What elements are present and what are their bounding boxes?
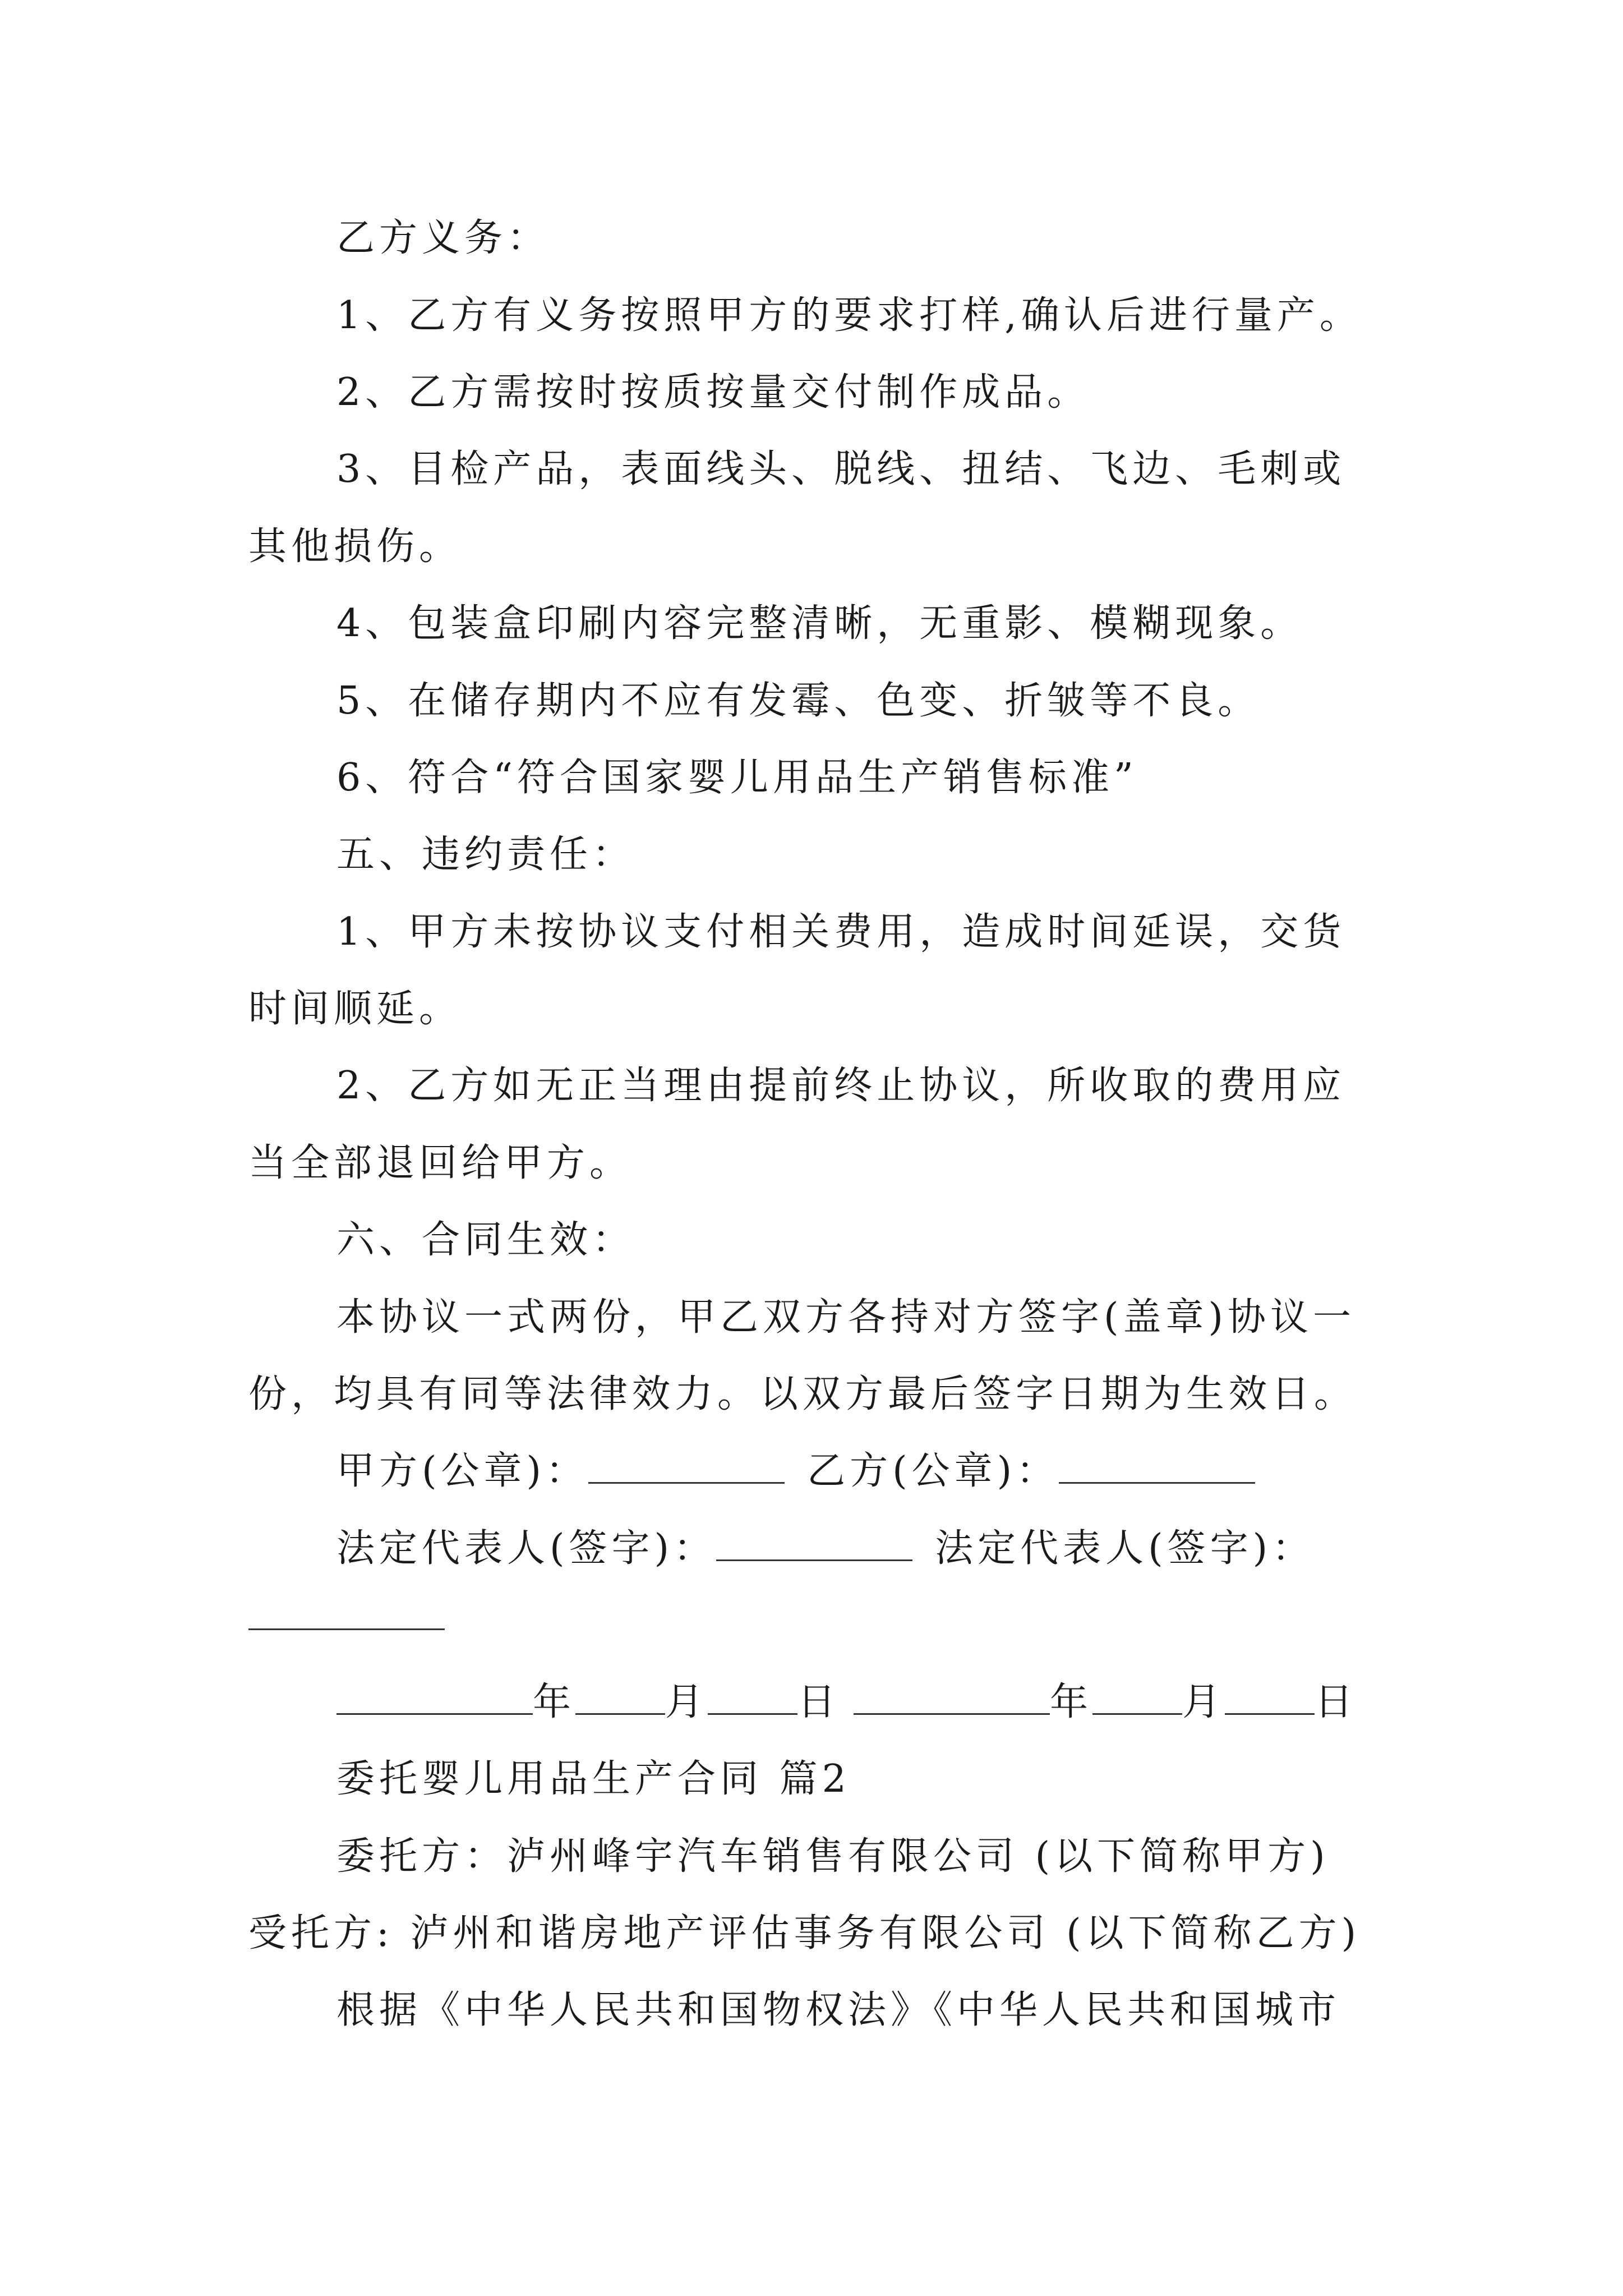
- paragraph-line: 4、包装盒印刷内容完整清晰，无重影、模糊现象。: [336, 601, 1303, 646]
- section-title: 委托婴儿用品生产合同 篇2: [336, 1757, 851, 1801]
- rep-b-blank: [248, 1628, 445, 1630]
- representative-line: [0, 1524, 1623, 1574]
- paragraph-line: 5、在储存期内不应有发霉、色变、折皱等不良。: [336, 679, 1261, 723]
- paragraph-line: 时间顺延。: [248, 987, 462, 1031]
- date-a-day-blank: [708, 1680, 797, 1715]
- rep-b-label: 法定代表人(签字)：: [935, 1526, 1315, 1571]
- paragraph-line: 2、乙方需按时按质按量交付制作成品。: [336, 370, 1090, 415]
- paragraph-line: 1、乙方有义务按照甲方的要求打样,确认后进行量产。: [336, 293, 1362, 338]
- paragraph-line: 其他损伤。: [248, 524, 462, 569]
- year-label: 年: [533, 1680, 576, 1724]
- date-b-month-blank: [1092, 1680, 1182, 1715]
- day-label: 日: [797, 1680, 841, 1724]
- paragraph-line: 当全部退回给甲方。: [248, 1141, 633, 1185]
- date-line: [0, 1677, 1623, 1728]
- day-label: 日: [1315, 1680, 1358, 1724]
- paragraph-line: 份，均具有同等法律效力。以双方最后签字日期为生效日。: [248, 1372, 1357, 1416]
- paragraph-line: 3、目检产品，表面线头、脱线、扭结、飞边、毛刺或: [336, 447, 1346, 491]
- party-a-seal-label: 甲方(公章)：: [336, 1449, 589, 1493]
- rep-a-blank: [716, 1526, 912, 1561]
- rep-a-label: 法定代表人(签字)：: [336, 1526, 717, 1571]
- seal-line: [0, 1446, 1623, 1497]
- heading-party-b-obligations: 乙方义务：: [336, 216, 550, 260]
- trustee-line: 受托方: 泸州和谐房地产评估事务有限公司 (以下简称乙方): [248, 1911, 1361, 1955]
- date-a-month-blank: [575, 1680, 665, 1715]
- year-label: 年: [1050, 1680, 1093, 1724]
- date-b-year-blank: [854, 1680, 1050, 1715]
- paragraph-line: 根据《中华人民共和国物权法》《中华人民共和国城市: [336, 1988, 1341, 2032]
- month-label: 月: [665, 1680, 708, 1724]
- paragraph-line: 2、乙方如无正当理由提前终止协议，所收取的费用应: [336, 1064, 1346, 1108]
- date-a-year-blank: [336, 1680, 533, 1715]
- paragraph-line: 1、甲方未按协议支付相关费用，造成时间延误，交货: [336, 910, 1346, 954]
- paragraph-line: 本协议一式两份，甲乙双方各持对方签字(盖章)协议一: [336, 1295, 1356, 1340]
- party-b-seal-label: 乙方(公章)：: [807, 1449, 1059, 1493]
- client-line: 委托方：泸州峰宇汽车销售有限公司 (以下简称甲方): [336, 1834, 1330, 1879]
- heading-contract-effect: 六、合同生效：: [336, 1218, 635, 1262]
- heading-breach-liability: 五、违约责任：: [336, 832, 635, 877]
- paragraph-line: 6、符合“符合国家婴儿用品生产销售标准”: [336, 756, 1138, 800]
- party-b-seal-blank: [1059, 1448, 1255, 1484]
- party-a-seal-blank: [588, 1448, 785, 1484]
- date-b-day-blank: [1225, 1680, 1315, 1715]
- month-label: 月: [1182, 1680, 1225, 1724]
